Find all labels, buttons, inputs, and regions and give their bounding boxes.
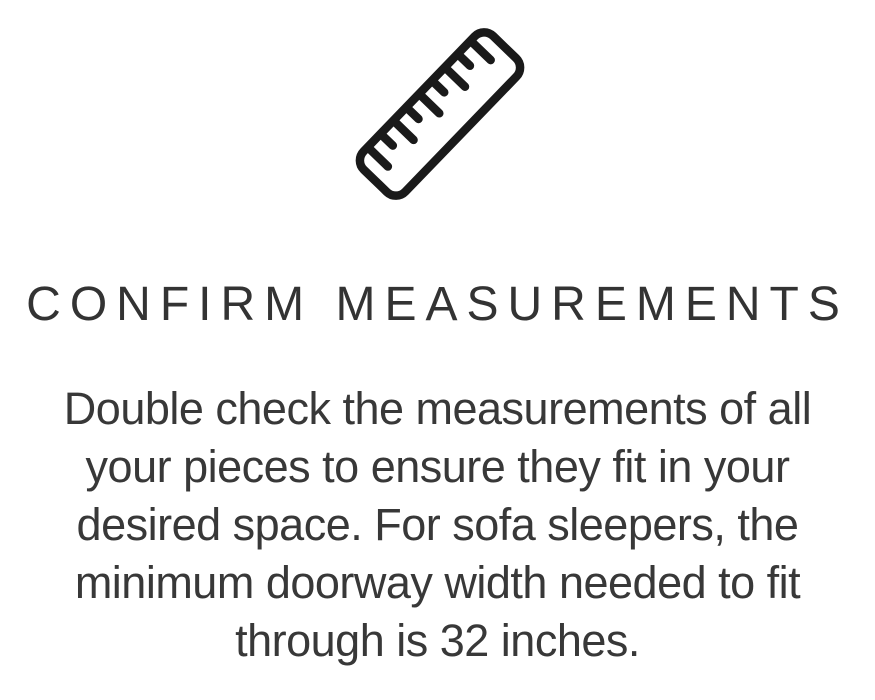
ruler-icon [330, 4, 550, 224]
description-line-3: desired space. For sofa sleepers, the [76, 499, 799, 550]
section-heading: CONFIRM MEASUREMENTS [26, 278, 849, 331]
description-line-4: minimum doorway width needed to fit [74, 557, 801, 608]
description-line-1: Double check the measurements of all [63, 383, 812, 434]
description-line-5: through is 32 inches. [235, 615, 640, 666]
description-line-2: your pieces to ensure they fit in your [85, 441, 790, 492]
description-paragraph [0, 380, 875, 670]
